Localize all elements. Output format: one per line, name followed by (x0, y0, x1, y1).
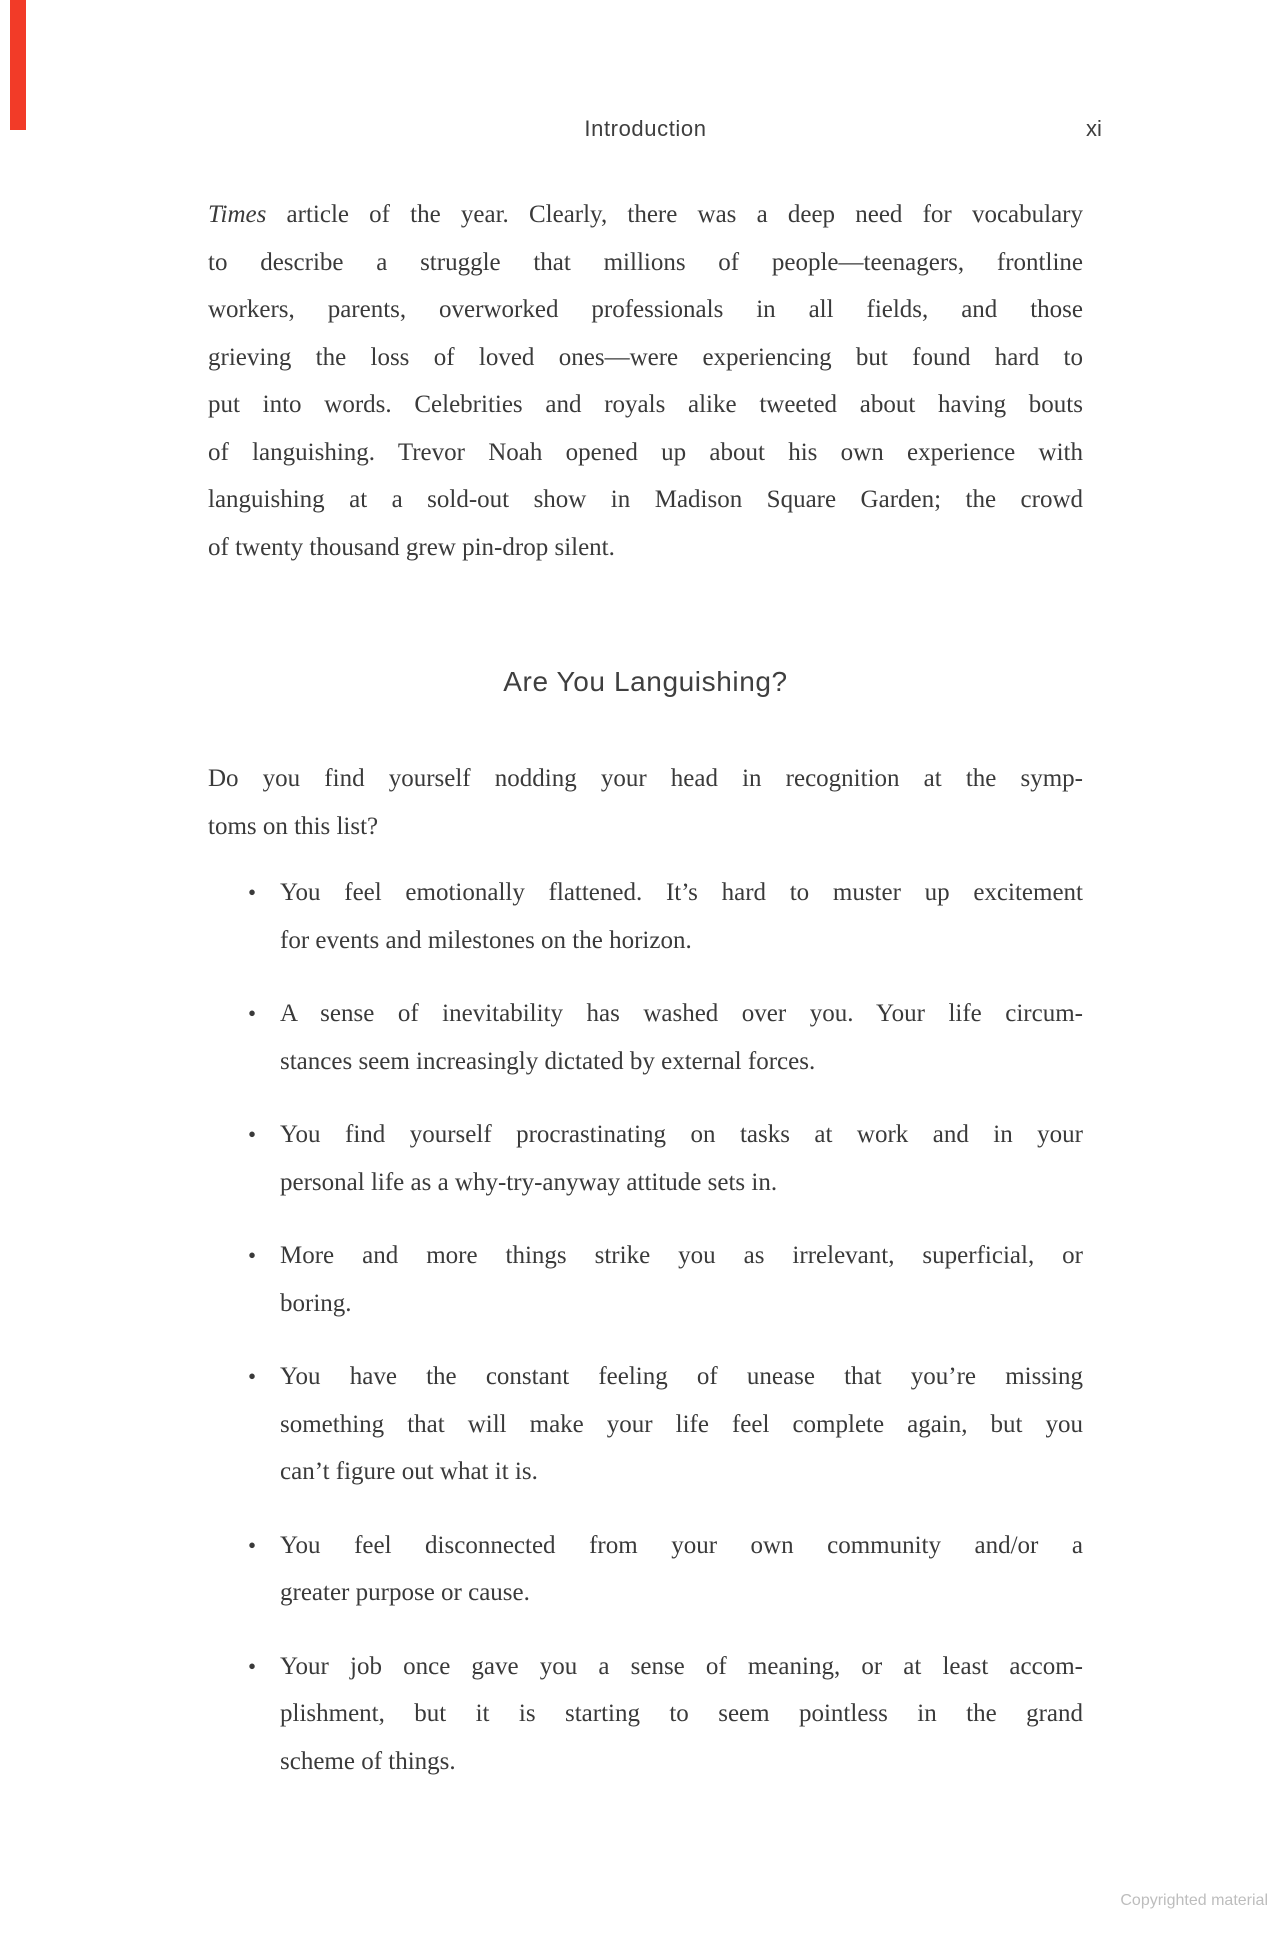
section-heading: Are You Languishing? (503, 666, 788, 697)
list-item-line: scheme of things. (280, 1747, 456, 1775)
paragraph-line-text: article of the year. Clearly, there was a deep need for vocabulary (266, 201, 1083, 228)
list-item (208, 1353, 1083, 1496)
list-item-line: personal life as a why-try-anyway attitude sets in. (280, 1168, 778, 1196)
list-intro-paragraph (208, 755, 1083, 850)
italic-times-word: Times (208, 201, 267, 228)
bullet-icon: • (248, 1243, 257, 1268)
paragraph-line: Do you find yourself nodding your head in recognition at the symp- (208, 765, 1083, 792)
list-item-line: something that will make your life feel complete again, but you (280, 1410, 1083, 1438)
list-item-line: for events and milestones on the horizon. (280, 926, 692, 954)
list-item-line: A sense of inevitability has washed over you. Your life circum- (280, 1000, 1083, 1027)
paragraph-line: toms on this list? (208, 812, 379, 840)
paragraph-line: languishing at a sold-out show in Madison Square Garden; the crowd (208, 486, 1083, 513)
paragraph-line: to describe a struggle that millions of people—teenagers, frontline (208, 248, 1083, 276)
list-item-line: can’t figure out what it is. (280, 1458, 538, 1485)
list-item-line: You feel emotionally flattened. It’s hard to muster up excitement (280, 879, 1083, 906)
bullet-icon: • (248, 1364, 257, 1389)
bullet-icon: • (248, 1653, 257, 1679)
list-item (208, 1232, 1083, 1327)
bullet-icon: • (248, 1001, 257, 1026)
paragraph-line: of languishing. Trevor Noah opened up about his own experience with (208, 438, 1083, 466)
paragraph-line: of twenty thousand grew pin-drop silent. (208, 533, 615, 561)
paragraph-line: workers, parents, overworked professionals in all fields, and those (208, 296, 1083, 323)
list-item (208, 1643, 1083, 1786)
list-item-line: plishment, but it is starting to seem pointless in the grand (280, 1700, 1083, 1727)
bullet-icon: • (248, 1122, 257, 1147)
list-item (208, 990, 1083, 1085)
bullet-icon: • (248, 1532, 257, 1558)
list-item-line: You find yourself procrastinating on tasks at work and in your (280, 1121, 1083, 1148)
list-item (208, 869, 1083, 964)
list-item-line: More and more things strike you as irrelevant, superficial, or (280, 1242, 1083, 1269)
symptom-list (208, 869, 1083, 1811)
list-item (208, 1522, 1083, 1617)
page-number: xi (1086, 116, 1102, 141)
list-item-line: boring. (280, 1289, 352, 1317)
copyright-watermark: Copyrighted material (1120, 1892, 1268, 1909)
list-item-line: Your job once gave you a sense of meaning, or at least accom- (280, 1652, 1083, 1680)
paragraph-line: grieving the loss of loved ones—were experiencing but found hard to (208, 343, 1083, 371)
list-item-line: You feel disconnected from your own community and/or a (280, 1531, 1083, 1559)
bullet-icon: • (248, 880, 257, 905)
opening-paragraph (208, 191, 1083, 571)
list-item-line: You have the constant feeling of unease that you’re missing (280, 1363, 1083, 1390)
list-item (208, 1111, 1083, 1206)
red-accent-bar (10, 0, 26, 130)
list-item-line: greater purpose or cause. (280, 1579, 530, 1606)
paragraph-line: put into words. Celebrities and royals alike tweeted about having bouts (208, 391, 1083, 418)
paragraph-line (208, 191, 1083, 239)
running-head-title: Introduction (584, 116, 707, 141)
list-item-line: stances seem increasingly dictated by external forces. (280, 1047, 816, 1075)
